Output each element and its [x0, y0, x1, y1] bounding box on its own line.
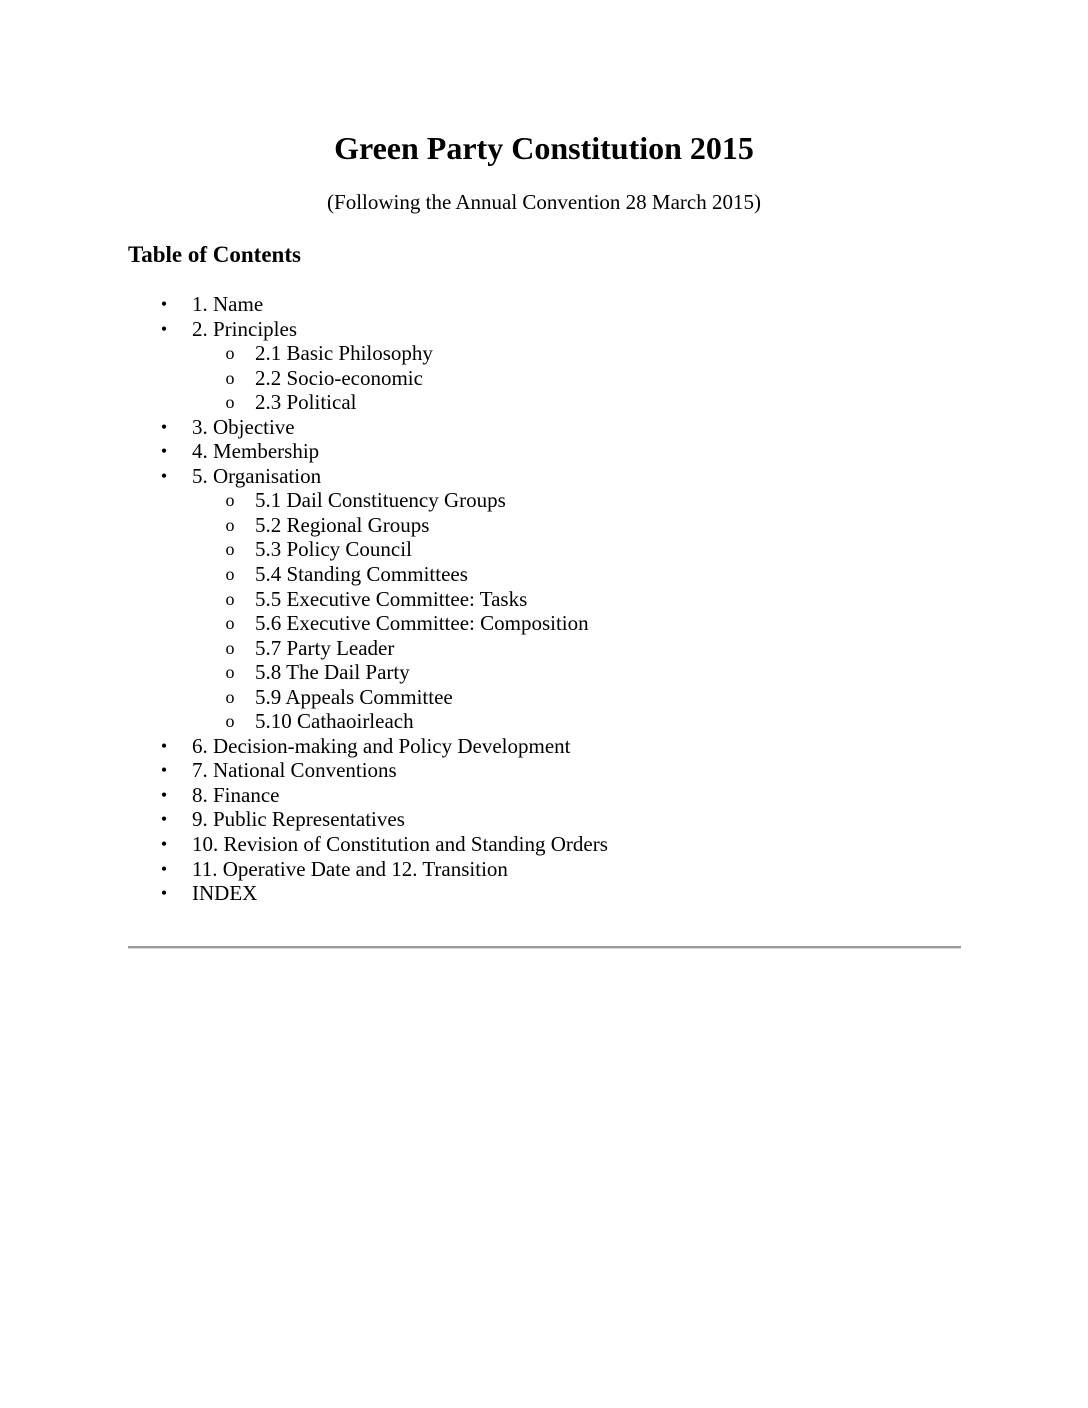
bullet-icon: • [160, 760, 168, 781]
toc-link[interactable]: 6. Decision-making and Policy Development [192, 733, 571, 758]
bullet-icon: • [160, 834, 168, 855]
toc-link[interactable]: 5.9 Appeals Committee [255, 684, 453, 709]
page-title: Green Party Constitution 2015 [334, 130, 754, 166]
bullet-icon: • [160, 809, 168, 830]
toc-link[interactable]: 9. Public Representatives [192, 807, 405, 832]
toc-link[interactable]: 5.7 Party Leader [255, 635, 395, 660]
bullet-icon: • [160, 294, 168, 314]
sub-bullet-icon: o [225, 514, 235, 535]
toc-link[interactable]: 2.2 Socio-economic [255, 365, 423, 390]
sub-bullet-icon: o [225, 613, 235, 634]
toc-link[interactable]: 1. Name [192, 292, 264, 316]
sub-bullet-icon: o [225, 662, 235, 683]
toc-heading: Table of Contents [128, 242, 301, 267]
toc-link[interactable]: 5.10 Cathaoirleach [255, 709, 414, 734]
sub-bullet-icon: o [225, 564, 235, 585]
sub-bullet-icon: o [225, 343, 235, 364]
sub-bullet-icon: o [225, 686, 235, 707]
bullet-icon: • [160, 735, 168, 756]
toc-link[interactable]: 2. Principles [192, 316, 297, 341]
bullet-icon: • [160, 858, 168, 879]
toc-link[interactable]: 11. Operative Date and 12. Transition [192, 856, 508, 881]
bullet-icon: • [160, 416, 168, 437]
toc-link[interactable]: 4. Membership [192, 439, 320, 464]
sub-bullet-icon: o [225, 490, 235, 511]
toc-link[interactable]: 10. Revision of Constitution and Standing Orders [192, 832, 608, 857]
toc-link[interactable]: 5.8 The Dail Party [255, 660, 410, 685]
toc-link[interactable]: 5.4 Standing Committees [255, 562, 468, 587]
toc-link[interactable]: 7. National Conventions [192, 758, 397, 783]
bullet-icon: • [160, 784, 168, 805]
toc-link[interactable]: 5. Organisation [192, 463, 322, 488]
toc-link[interactable]: 5.5 Executive Committee: Tasks [255, 586, 528, 611]
sub-bullet-icon: o [225, 588, 235, 609]
bullet-icon: • [160, 883, 168, 904]
page-subtitle: (Following the Annual Convention 28 March 2015) [327, 190, 761, 214]
sub-bullet-icon: o [225, 637, 235, 658]
horizontal-divider [128, 946, 961, 949]
sub-bullet-icon: o [225, 392, 235, 413]
toc-link[interactable]: 5.6 Executive Committee: Composition [255, 611, 589, 636]
toc-link[interactable]: 3. Objective [192, 414, 295, 439]
bullet-icon: • [160, 441, 168, 462]
toc-link[interactable]: 2.1 Basic Philosophy [255, 341, 433, 366]
toc-link[interactable]: 8. Finance [192, 782, 280, 807]
sub-bullet-icon: o [225, 367, 235, 388]
toc-link[interactable]: 2.3 Political [255, 390, 357, 415]
sub-bullet-icon: o [225, 539, 235, 560]
sub-bullet-icon: o [225, 711, 235, 732]
bullet-icon: • [160, 465, 168, 486]
toc-link[interactable]: 5.1 Dail Constituency Groups [255, 488, 506, 513]
toc-link[interactable]: 5.2 Regional Groups [255, 512, 430, 537]
toc-link[interactable]: INDEX [192, 881, 258, 906]
toc-link[interactable]: 5.3 Policy Council [255, 537, 412, 562]
bullet-icon: • [160, 318, 168, 339]
